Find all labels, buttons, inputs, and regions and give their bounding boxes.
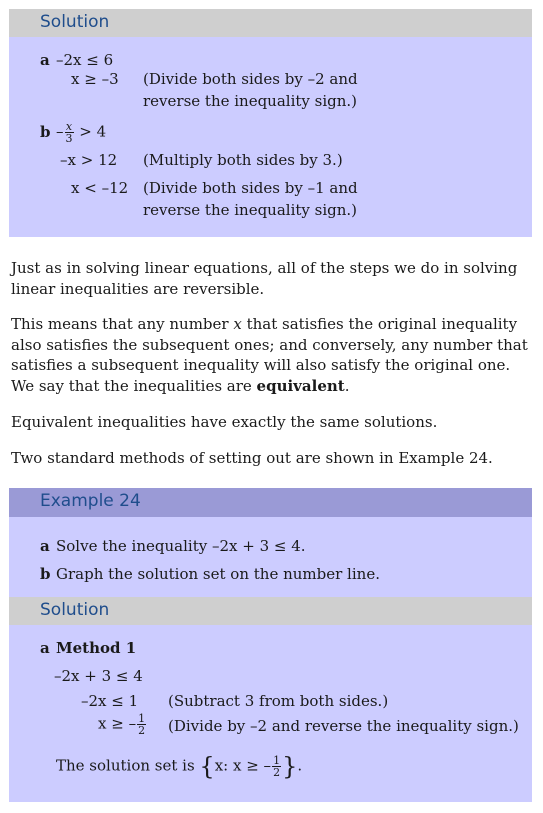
para2-middle: that satisfies the original inequality also satisfies the subsequent ones; and conversely, any number that satisfies a subsequent inequality will also satisfy the original one. We say that the inequalities are xyxy=(11,315,528,395)
part-b-note3a: (Divide both sides by –1 and xyxy=(143,179,358,197)
sol2-note3: (Divide by –2 and reverse the inequality sign.) xyxy=(168,717,519,735)
set-body: x: x ≥ – xyxy=(214,756,272,775)
part-a-label: a xyxy=(40,51,50,69)
paragraph-methods: Two standard methods of setting out are shown in Example 24. xyxy=(11,449,493,467)
part-a-line1: –2x ≤ 6 xyxy=(56,51,114,69)
set-close-brace: } xyxy=(282,752,298,781)
sol2-line1: –2x + 3 ≤ 4 xyxy=(54,667,143,685)
sol2-line2: –2x ≤ 1 xyxy=(81,692,139,710)
solution2-header xyxy=(9,597,532,625)
para2-after: . xyxy=(344,376,350,395)
x-over-3-fraction xyxy=(65,121,74,144)
set-open-brace: { xyxy=(199,752,215,781)
solution2-header-label: Solution xyxy=(40,600,110,620)
solution-set-line xyxy=(56,752,303,781)
sol2-a-label: a xyxy=(40,639,50,657)
example-b-label: b xyxy=(40,565,51,583)
part-a-note1: (Divide both sides by –2 and xyxy=(143,70,358,88)
sol2-method: Method 1 xyxy=(56,639,137,657)
part-b-label: b xyxy=(40,123,51,141)
example-a-label: a xyxy=(40,537,50,555)
part-b-line2: –x > 12 xyxy=(60,151,118,169)
part-b-neg: – xyxy=(56,122,64,141)
half-fraction xyxy=(137,713,146,736)
set-half-fraction xyxy=(272,755,281,778)
half-numerator: 1 xyxy=(138,712,146,725)
paragraph-equivalent-definition xyxy=(11,314,531,396)
fraction-denominator: 3 xyxy=(65,132,73,145)
set-pre: The solution set is xyxy=(56,756,200,775)
solution2-body xyxy=(9,625,532,802)
example-body xyxy=(9,517,532,597)
part-b-line3: x < –12 xyxy=(71,179,129,197)
set-half-denominator: 2 xyxy=(273,766,281,779)
para2-before: This means that any number xyxy=(11,315,234,333)
half-denominator: 2 xyxy=(138,724,146,737)
sol2-line3-pre: x ≥ – xyxy=(98,714,137,733)
solution-body xyxy=(9,37,532,237)
sol2-note2: (Subtract 3 from both sides.) xyxy=(168,692,389,710)
example-a-text: Solve the inequality –2x + 3 ≤ 4. xyxy=(56,537,306,555)
part-b-line1 xyxy=(56,121,106,144)
set-post: . xyxy=(297,756,303,775)
paragraph-same-solutions: Equivalent inequalities have exactly the same solutions. xyxy=(11,413,438,431)
para2-bold: equivalent xyxy=(256,376,345,395)
part-b-rest: > 4 xyxy=(74,122,107,141)
example-b-text: Graph the solution set on the number line. xyxy=(56,565,380,583)
example-header xyxy=(9,488,532,517)
solution-header xyxy=(9,9,532,37)
part-a-line2: x ≥ –3 xyxy=(71,70,119,88)
part-a-note2: reverse the inequality sign.) xyxy=(143,92,358,110)
para2-var: x xyxy=(233,315,242,333)
solution-header-label: Solution xyxy=(40,12,110,32)
set-half-numerator: 1 xyxy=(273,754,281,767)
part-b-note3b: reverse the inequality sign.) xyxy=(143,201,358,219)
fraction-numerator: x xyxy=(65,120,73,133)
sol2-line3 xyxy=(98,713,147,736)
example-header-label: Example 24 xyxy=(40,491,141,511)
paragraph-reversible: Just as in solving linear equations, all of the steps we do in solving linear inequalities are reversible. xyxy=(11,259,518,298)
part-b-note2: (Multiply both sides by 3.) xyxy=(143,151,343,169)
